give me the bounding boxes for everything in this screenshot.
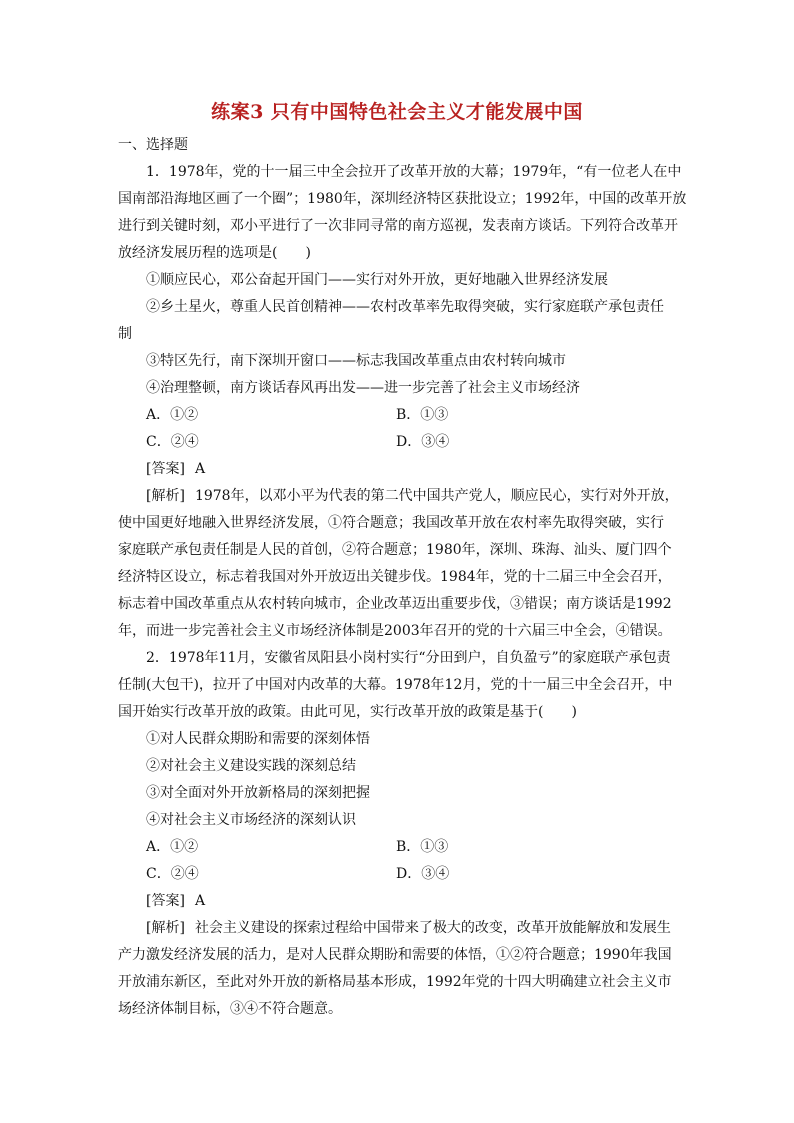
question-stem-line: 2．1978年11月，安徽省凤阳县小岗村实行“分田到户，自负盈亏”的家庭联产承包责 <box>146 650 671 666</box>
option-a[interactable]: A．①② <box>146 839 199 855</box>
option-d[interactable]: D．③④ <box>396 434 450 450</box>
document-body <box>118 132 687 1023</box>
answer-tag: [答案] <box>146 893 185 909</box>
option-d[interactable]: D．③④ <box>396 866 450 882</box>
analysis-tag: [解析] <box>146 920 185 936</box>
option-b[interactable]: B．①③ <box>396 839 449 855</box>
option-a[interactable]: A．①② <box>146 407 199 423</box>
options-row <box>118 861 674 888</box>
question-stem-line: 国开始实行改革开放的政策。由此可见，实行改革开放的政策是基于( ) <box>118 704 577 720</box>
options-row <box>118 429 674 456</box>
options-row <box>118 834 674 861</box>
analysis-line: 使中国更好地融入世界经济发展，①符合题意；我国改革开放在农村率先取得突破，实行 <box>118 515 664 531</box>
question-2 <box>118 645 674 1023</box>
statement-item: ④治理整顿，南方谈话春风再出发——进一步完善了社会主义市场经济 <box>146 380 580 396</box>
analysis-text: 社会主义建设的探索过程给中国带来了极大的改变，改革开放能解放和发展生 <box>194 920 671 936</box>
statement-item: ④对社会主义市场经济的深刻认识 <box>146 812 356 828</box>
option-b[interactable]: B．①③ <box>396 407 449 423</box>
answer-tag: [答案] <box>146 461 185 477</box>
analysis-line: 年，而进一步完善社会主义市场经济体制是2003年召开的党的十六届三中全会，④错误。 <box>118 623 672 639</box>
question-stem-line: 任制(大包干)，拉开了中国对内改革的大幕。1978年12月，党的十一届三中全会召开，中 <box>118 677 673 693</box>
section-heading: 一、选择题 <box>118 137 188 153</box>
analysis-line: 场经济体制目标，③④不符合题意。 <box>118 1001 342 1017</box>
analysis-text: 1978年，以邓小平为代表的第二代中国共产党人，顺应民心，实行对外开放， <box>194 488 679 504</box>
page-title: 练案3 只有中国特色社会主义才能发展中国 <box>211 101 583 123</box>
options-row <box>118 402 674 429</box>
question-stem-line: 国南部沿海地区画了一个圈”；1980年，深圳经济特区获批设立；1992年，中国的改革开放 <box>118 191 687 207</box>
option-c[interactable]: C．②④ <box>146 434 199 450</box>
analysis-line: 开放浦东新区，至此对外开放的新格局基本形成，1992年党的十四大明确建立社会主义市 <box>118 974 672 990</box>
analysis-line: 产力激发经济发展的活力，是对人民群众期盼和需要的体悟，①②符合题意；1990年我国 <box>118 947 672 963</box>
statement-item: ①顺应民心，邓公奋起开国门——实行对外开放，更好地融入世界经济发展 <box>146 272 608 288</box>
analysis-line: 家庭联产承包责任制是人民的首创，②符合题意；1980年，深圳、珠海、汕头、厦门四个 <box>118 542 672 558</box>
question-stem-line: 进行到关键时刻，邓小平进行了一次非同寻常的南方巡视，发表南方谈话。下列符合改革开 <box>118 218 678 234</box>
statement-item: ②乡土星火，尊重人民首创精神——农村改革率先取得突破，实行家庭联产承包责任 <box>146 299 664 315</box>
analysis-line: 标志着中国改革重点从农村转向城市，企业改革迈出重要步伐，③错误；南方谈话是1992 <box>118 596 672 612</box>
statement-item: 制 <box>118 326 132 342</box>
answer-value: A <box>194 893 206 909</box>
analysis-tag: [解析] <box>146 488 185 504</box>
answer-line <box>118 456 674 483</box>
answer-line <box>118 888 674 915</box>
answer-value: A <box>194 461 206 477</box>
question-stem-line: 1．1978年，党的十一届三中全会拉开了改革开放的大幕；1979年，“有一位老人在中 <box>146 164 682 180</box>
analysis-line <box>118 915 674 942</box>
statement-item: ①对人民群众期盼和需要的深刻体悟 <box>146 731 370 747</box>
statement-item: ③特区先行，南下深圳开窗口——标志我国改革重点由农村转向城市 <box>146 353 566 369</box>
analysis-line <box>118 483 679 510</box>
statement-item: ②对社会主义建设实践的深刻总结 <box>146 758 356 774</box>
question-stem-line: 放经济发展历程的选项是( ) <box>118 245 311 261</box>
statement-item: ③对全面对外开放新格局的深刻把握 <box>146 785 370 801</box>
option-c[interactable]: C．②④ <box>146 866 199 882</box>
question-1 <box>118 159 687 645</box>
analysis-line: 经济特区设立，标志着我国对外开放迈出关键步伐。1984年，党的十二届三中全会召开， <box>118 569 672 585</box>
